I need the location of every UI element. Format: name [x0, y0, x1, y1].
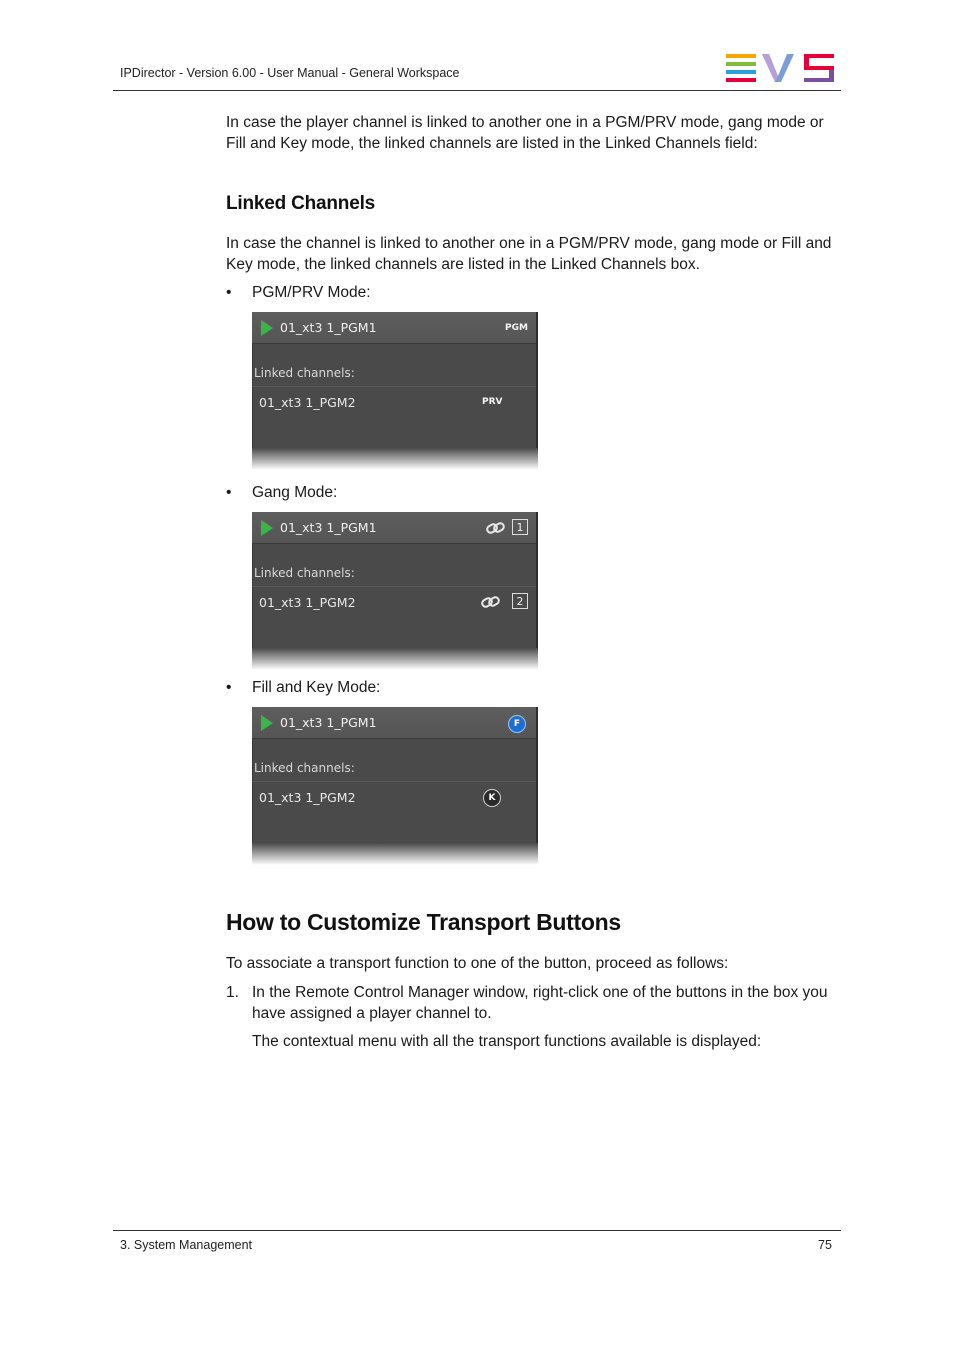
- bullet-label: Fill and Key Mode:: [252, 679, 381, 696]
- channel-header: [252, 707, 538, 739]
- header-rule: [113, 90, 841, 91]
- linked-channels-heading: Linked Channels: [226, 193, 376, 214]
- evs-logo: [726, 54, 834, 82]
- channel-name: 01_xt3 1_PGM1: [280, 320, 377, 335]
- bullet-label: Gang Mode:: [252, 484, 338, 501]
- header-title: IPDirector - Version 6.00 - User Manual - General Workspace: [120, 66, 460, 80]
- pgm-tag: PGM: [505, 323, 528, 333]
- step-text-line2: have assigned a player channel to.: [252, 1005, 492, 1022]
- bullet-label: PGM/PRV Mode:: [252, 284, 371, 301]
- linked-channel-name: 01_xt3 1_PGM2: [259, 395, 356, 410]
- link-icon: [481, 595, 501, 609]
- bullet-gang: [226, 482, 526, 503]
- bullet-fill-key: [226, 677, 526, 698]
- step-result: The contextual menu with all the transport functions available is displayed:: [252, 1033, 762, 1050]
- linked-channel-name: 01_xt3 1_PGM2: [259, 790, 356, 805]
- play-icon: [261, 715, 273, 731]
- key-icon: K: [483, 789, 501, 807]
- channel-name: 01_xt3 1_PGM1: [280, 715, 377, 730]
- channel-header: [252, 512, 538, 544]
- gang-number-box: 1: [512, 519, 528, 535]
- gang-number-box: 2: [512, 593, 528, 609]
- step-number: 1.: [226, 984, 239, 1001]
- linked-channels-label: Linked channels:: [254, 566, 355, 580]
- footer-section: 3. System Management: [120, 1238, 253, 1252]
- play-icon: [261, 320, 273, 336]
- page-number: 75: [818, 1238, 832, 1252]
- linked-channel-name: 01_xt3 1_PGM2: [259, 595, 356, 610]
- step-text-line1: In the Remote Control Manager window, right-click one of the buttons in the box you: [252, 984, 828, 1001]
- channel-header: [252, 312, 538, 344]
- bullet-mark: •: [226, 284, 232, 301]
- channel-name: 01_xt3 1_PGM1: [280, 520, 377, 535]
- gang-panel: [252, 512, 538, 670]
- footer-rule: [113, 1230, 841, 1231]
- transport-paragraph: To associate a transport function to one of the button, proceed as follows:: [226, 955, 729, 972]
- bullet-mark: •: [226, 679, 232, 696]
- fill-key-panel: [252, 707, 538, 865]
- pgm-prv-panel: [252, 312, 538, 470]
- prv-tag: PRV: [482, 397, 503, 407]
- play-icon: [261, 520, 273, 536]
- fill-icon: F: [508, 715, 526, 733]
- bullet-mark: •: [226, 484, 232, 501]
- linked-channels-label: Linked channels:: [254, 366, 355, 380]
- bullet-pgm-prv: [226, 282, 526, 303]
- link-icon: [486, 521, 506, 535]
- linked-channels-paragraph: In case the channel is linked to another one in a PGM/PRV mode, gang mode or Fill and Key mode, the linked channels are listed in the Linked Channels box.: [226, 235, 832, 273]
- intro-paragraph: In case the player channel is linked to another one in a PGM/PRV mode, gang mode or Fill and Key mode, the linked channels are listed in the Linked Channels field:: [226, 114, 824, 152]
- transport-heading: How to Customize Transport Buttons: [226, 909, 621, 935]
- linked-channels-label: Linked channels:: [254, 761, 355, 775]
